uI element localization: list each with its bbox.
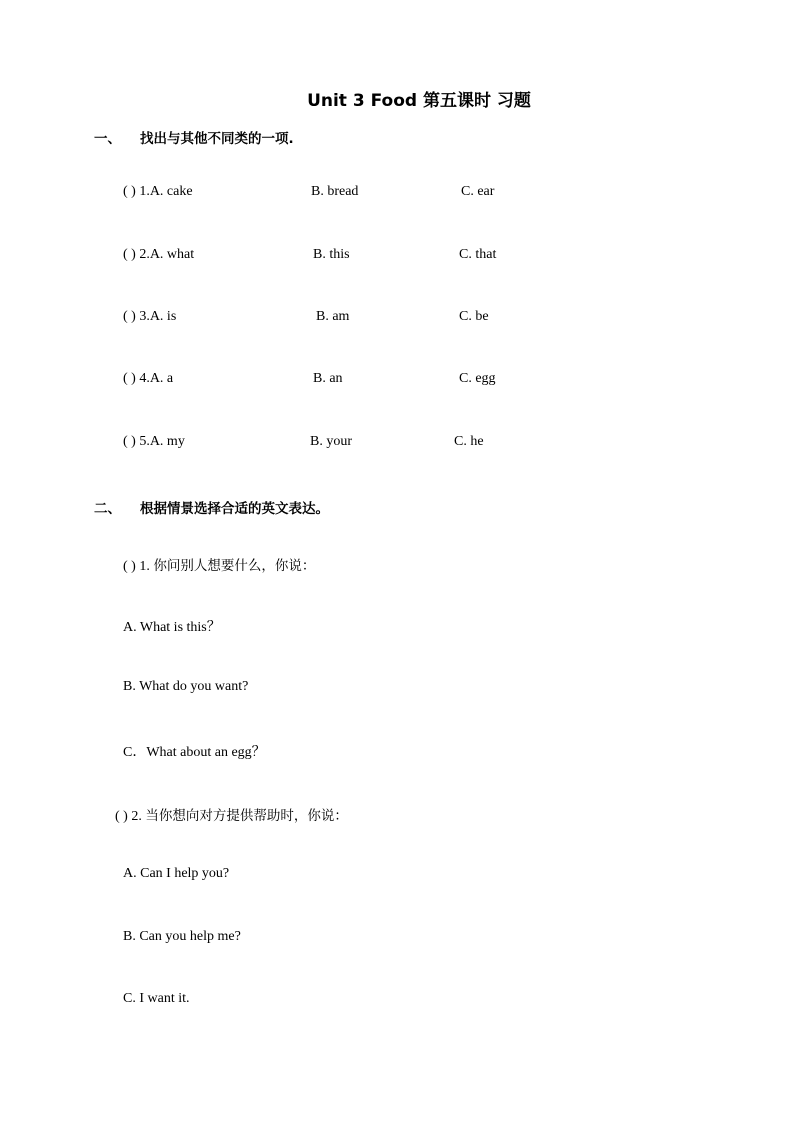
s2-q2-question bbox=[115, 804, 348, 825]
s1-q4-stem: ( ) 4.A. a bbox=[123, 371, 174, 386]
s2-q2-option-a: A. Can I help you? bbox=[123, 866, 230, 881]
page-title: Unit 3 Food 第五课时 习题 bbox=[307, 91, 531, 111]
s1-q4-option-b: B. an bbox=[313, 371, 343, 386]
s1-q3-stem: ( ) 3.A. is bbox=[123, 309, 177, 324]
s1-q2-stem: ( ) 2.A. what bbox=[123, 247, 195, 262]
s1-q2-option-c: C. that bbox=[459, 247, 497, 262]
section-2-heading-text: 根据情景选择合适的英文表达。 bbox=[140, 501, 329, 517]
section-2-heading bbox=[94, 497, 329, 517]
s2-q1-prefix: ( ) 1. bbox=[123, 559, 150, 574]
s2-q2-text: 当你想向对方提供帮助时，你说： bbox=[145, 808, 348, 824]
s2-q1-option-c: C．What about an egg？ bbox=[123, 745, 266, 760]
s1-q1-option-c: C. ear bbox=[461, 184, 495, 199]
section-1-number: 一、 bbox=[94, 131, 121, 147]
section-1-heading bbox=[94, 127, 294, 147]
s2-q2-option-b: B. Can you help me? bbox=[123, 929, 241, 944]
s1-q5-option-b: B. your bbox=[310, 434, 352, 449]
s1-q3-option-b: B. am bbox=[316, 309, 350, 324]
s2-q2-option-c: C. I want it. bbox=[123, 991, 190, 1006]
s2-q1-question bbox=[123, 554, 315, 575]
s2-q1-text: 你问别人想要什么，你说： bbox=[153, 558, 316, 574]
s2-q1-option-a: A. What is this？ bbox=[123, 620, 221, 635]
section-2-number: 二、 bbox=[94, 501, 121, 517]
section-1-heading-text: 找出与其他不同类的一项. bbox=[140, 131, 294, 147]
s2-q1-option-b: B. What do you want? bbox=[123, 679, 249, 694]
s1-q2-option-b: B. this bbox=[313, 247, 350, 262]
s1-q1-stem: ( ) 1.A. cake bbox=[123, 184, 193, 199]
s2-q2-prefix: ( ) 2. bbox=[115, 809, 142, 824]
s1-q1-option-b: B. bread bbox=[311, 184, 359, 199]
s1-q5-option-c: C. he bbox=[454, 434, 484, 449]
s1-q5-stem: ( ) 5.A. my bbox=[123, 434, 185, 449]
s1-q4-option-c: C. egg bbox=[459, 371, 496, 386]
s1-q3-option-c: C. be bbox=[459, 309, 489, 324]
